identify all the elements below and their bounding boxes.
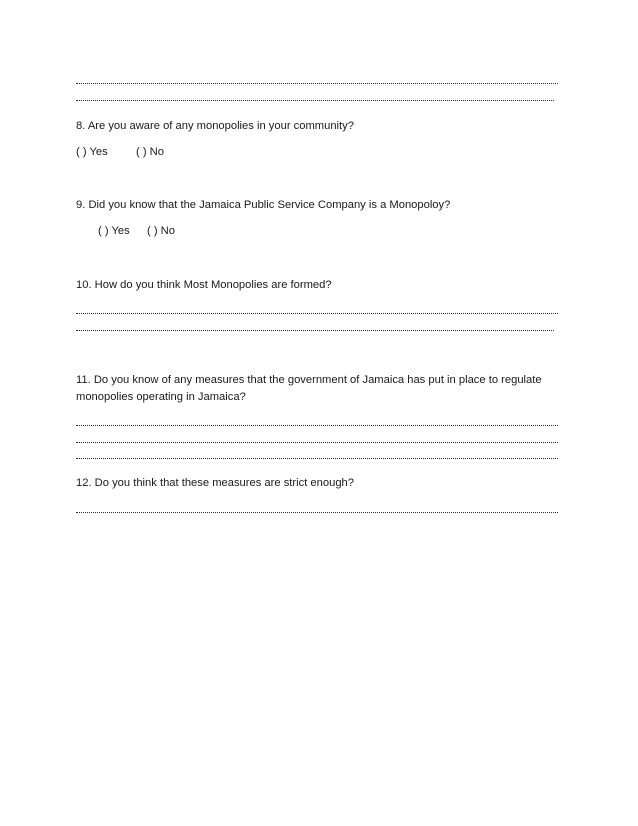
answer-line[interactable] bbox=[76, 330, 554, 331]
question-8-option-yes[interactable]: ( ) Yes bbox=[76, 146, 108, 158]
question-8-option-no[interactable]: ( ) No bbox=[136, 146, 164, 158]
question-11-text-line2: monopolies operating in Jamaica? bbox=[76, 391, 246, 403]
question-11-text-line1: 11. Do you know of any measures that the government of Jamaica has put in place to regulate bbox=[76, 374, 542, 386]
answer-line[interactable] bbox=[76, 442, 558, 443]
answer-line[interactable] bbox=[76, 425, 558, 426]
question-8-text: 8. Are you aware of any monopolies in your community? bbox=[76, 120, 354, 132]
answer-line[interactable] bbox=[76, 458, 558, 459]
answer-line[interactable] bbox=[76, 83, 558, 84]
answer-line[interactable] bbox=[76, 512, 558, 513]
answer-line[interactable] bbox=[76, 100, 554, 101]
answer-line[interactable] bbox=[76, 313, 558, 314]
question-9-text: 9. Did you know that the Jamaica Public Service Company is a Monopoloy? bbox=[76, 199, 451, 211]
question-9-option-no[interactable]: ( ) No bbox=[147, 225, 175, 237]
question-10-text: 10. How do you think Most Monopolies are formed? bbox=[76, 279, 332, 291]
question-12-text: 12. Do you think that these measures are strict enough? bbox=[76, 477, 354, 489]
question-9-option-yes[interactable]: ( ) Yes bbox=[98, 225, 130, 237]
